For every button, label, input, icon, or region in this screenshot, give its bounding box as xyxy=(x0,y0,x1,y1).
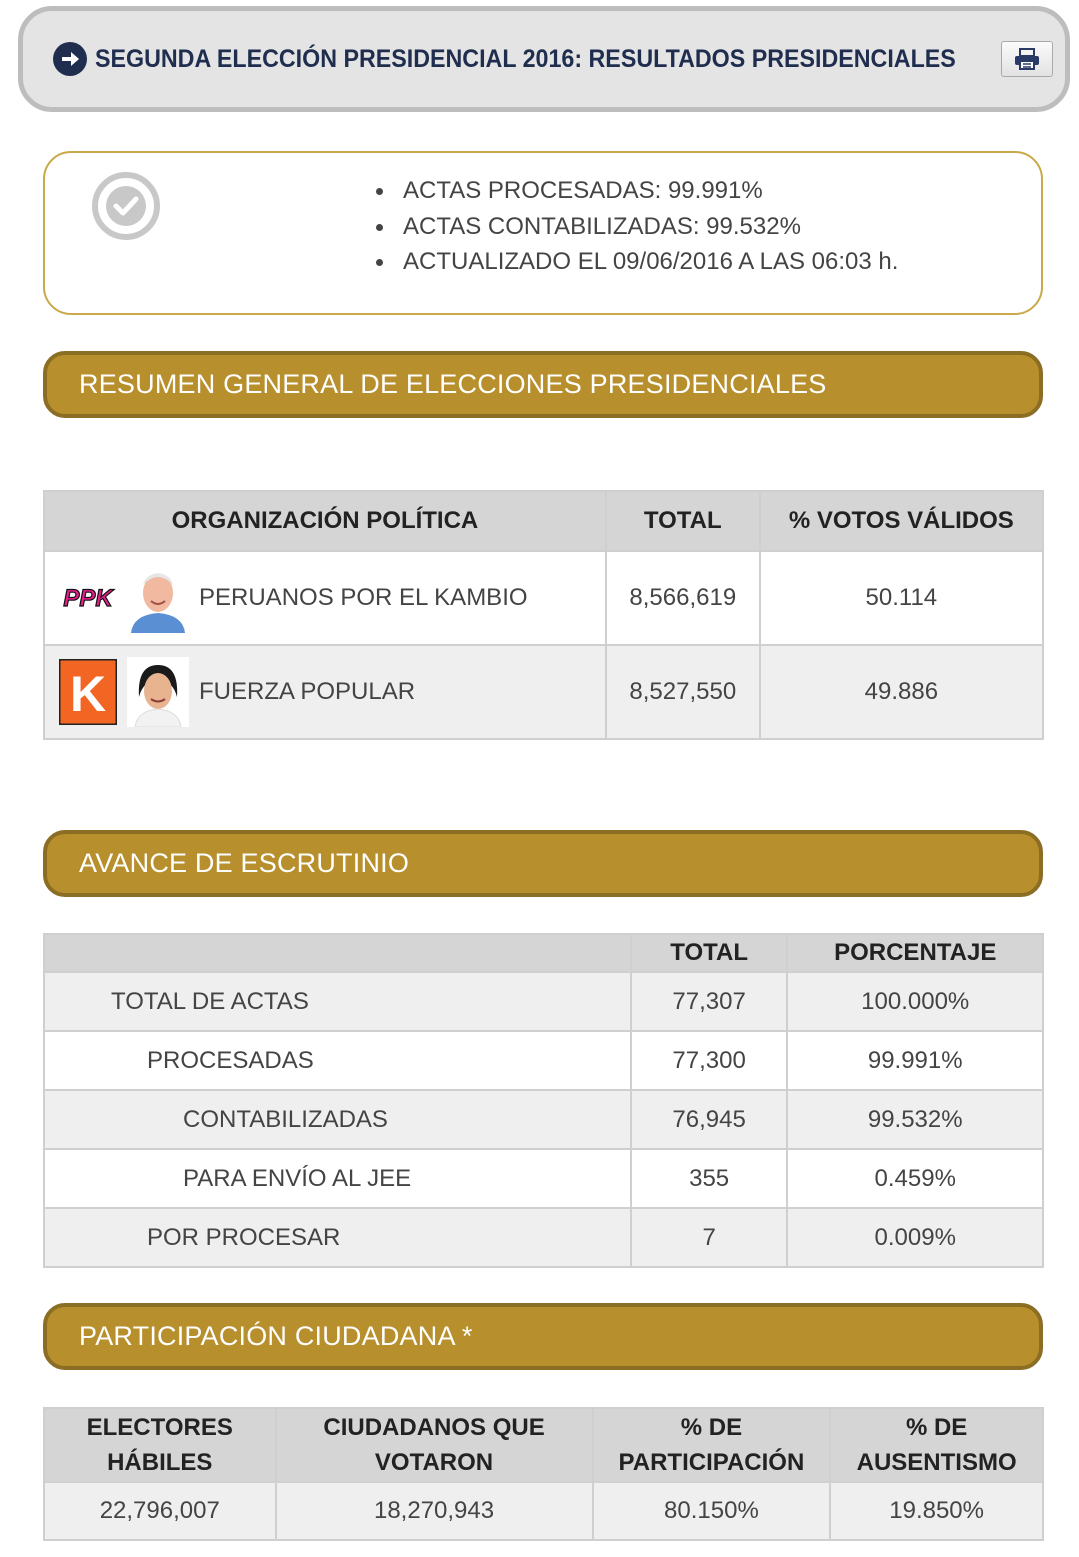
section-header-summary: RESUMEN GENERAL DE ELECCIONES PRESIDENCIALES xyxy=(43,351,1043,418)
table-row xyxy=(44,1208,1043,1267)
row-total: 77,300 xyxy=(631,1031,788,1090)
table-row xyxy=(44,972,1043,1031)
results-table xyxy=(43,490,1044,740)
participation-table xyxy=(43,1407,1044,1541)
row-percentage: 99.532% xyxy=(787,1090,1043,1149)
row-label: TOTAL DE ACTAS xyxy=(44,972,631,1031)
column-header: CIUDADANOS QUE VOTARON xyxy=(276,1408,593,1482)
fuerza-popular-logo-text: K xyxy=(69,666,107,722)
ppk-logo xyxy=(59,565,117,631)
status-item: ACTAS CONTABILIZADAS: 99.532% xyxy=(401,209,898,245)
row-label: PARA ENVÍO AL JEE xyxy=(44,1149,631,1208)
vote-total: 8,566,619 xyxy=(606,551,760,645)
fuerza-popular-logo xyxy=(59,659,117,725)
scrutiny-table xyxy=(43,933,1044,1268)
row-percentage: 100.000% xyxy=(787,972,1043,1031)
check-circle-icon xyxy=(91,171,161,241)
column-header: TOTAL xyxy=(606,491,760,551)
column-header: % VOTOS VÁLIDOS xyxy=(760,491,1043,551)
print-button[interactable] xyxy=(1001,41,1053,77)
ppk-logo-text: PPK xyxy=(63,585,113,612)
row-total: 7 xyxy=(631,1208,788,1267)
table-row xyxy=(44,1031,1043,1090)
row-percentage: 0.009% xyxy=(787,1208,1043,1267)
row-total: 77,307 xyxy=(631,972,788,1031)
status-box xyxy=(43,151,1043,315)
status-list xyxy=(401,173,898,280)
status-item: ACTUALIZADO EL 09/06/2016 A LAS 06:03 h. xyxy=(401,244,898,280)
column-header: % DE AUSENTISMO xyxy=(830,1408,1043,1482)
candidate-photo xyxy=(127,563,189,633)
eligible-voters: 22,796,007 xyxy=(44,1482,276,1540)
table-row xyxy=(44,551,1043,645)
table-row xyxy=(44,645,1043,739)
section-header-scrutiny: AVANCE DE ESCRUTINIO xyxy=(43,830,1043,897)
page-title: SEGUNDA ELECCIÓN PRESIDENCIAL 2016: RESULTADOS PRESIDENCIALES xyxy=(95,44,956,73)
party-name: PERUANOS POR EL KAMBIO xyxy=(199,584,528,611)
row-label: PROCESADAS xyxy=(44,1031,631,1090)
absenteeism-pct: 19.850% xyxy=(830,1482,1043,1540)
arrow-right-circle-icon xyxy=(53,42,87,76)
section-header-participation: PARTICIPACIÓN CIUDADANA * xyxy=(43,1303,1043,1370)
column-header: % DE PARTICIPACIÓN xyxy=(593,1408,831,1482)
row-total: 76,945 xyxy=(631,1090,788,1149)
row-percentage: 99.991% xyxy=(787,1031,1043,1090)
status-item: ACTAS PROCESADAS: 99.991% xyxy=(401,173,898,209)
vote-percentage: 49.886 xyxy=(760,645,1043,739)
row-total: 355 xyxy=(631,1149,788,1208)
candidate-photo xyxy=(127,657,189,727)
column-header: TOTAL xyxy=(631,934,788,972)
row-percentage: 0.459% xyxy=(787,1149,1043,1208)
column-header: PORCENTAJE xyxy=(787,934,1043,972)
vote-percentage: 50.114 xyxy=(760,551,1043,645)
row-label: POR PROCESAR xyxy=(44,1208,631,1267)
vote-total: 8,527,550 xyxy=(606,645,760,739)
column-header: ORGANIZACIÓN POLÍTICA xyxy=(44,491,606,551)
column-header: ELECTORES HÁBILES xyxy=(44,1408,276,1482)
party-name: FUERZA POPULAR xyxy=(199,678,416,705)
printer-icon xyxy=(1014,48,1040,70)
participation-pct: 80.150% xyxy=(593,1482,831,1540)
row-label: CONTABILIZADAS xyxy=(44,1090,631,1149)
table-row xyxy=(44,1149,1043,1208)
column-header xyxy=(44,934,631,972)
citizens-voted: 18,270,943 xyxy=(276,1482,593,1540)
table-row xyxy=(44,1482,1043,1540)
table-row xyxy=(44,1090,1043,1149)
page-header xyxy=(18,6,1070,112)
